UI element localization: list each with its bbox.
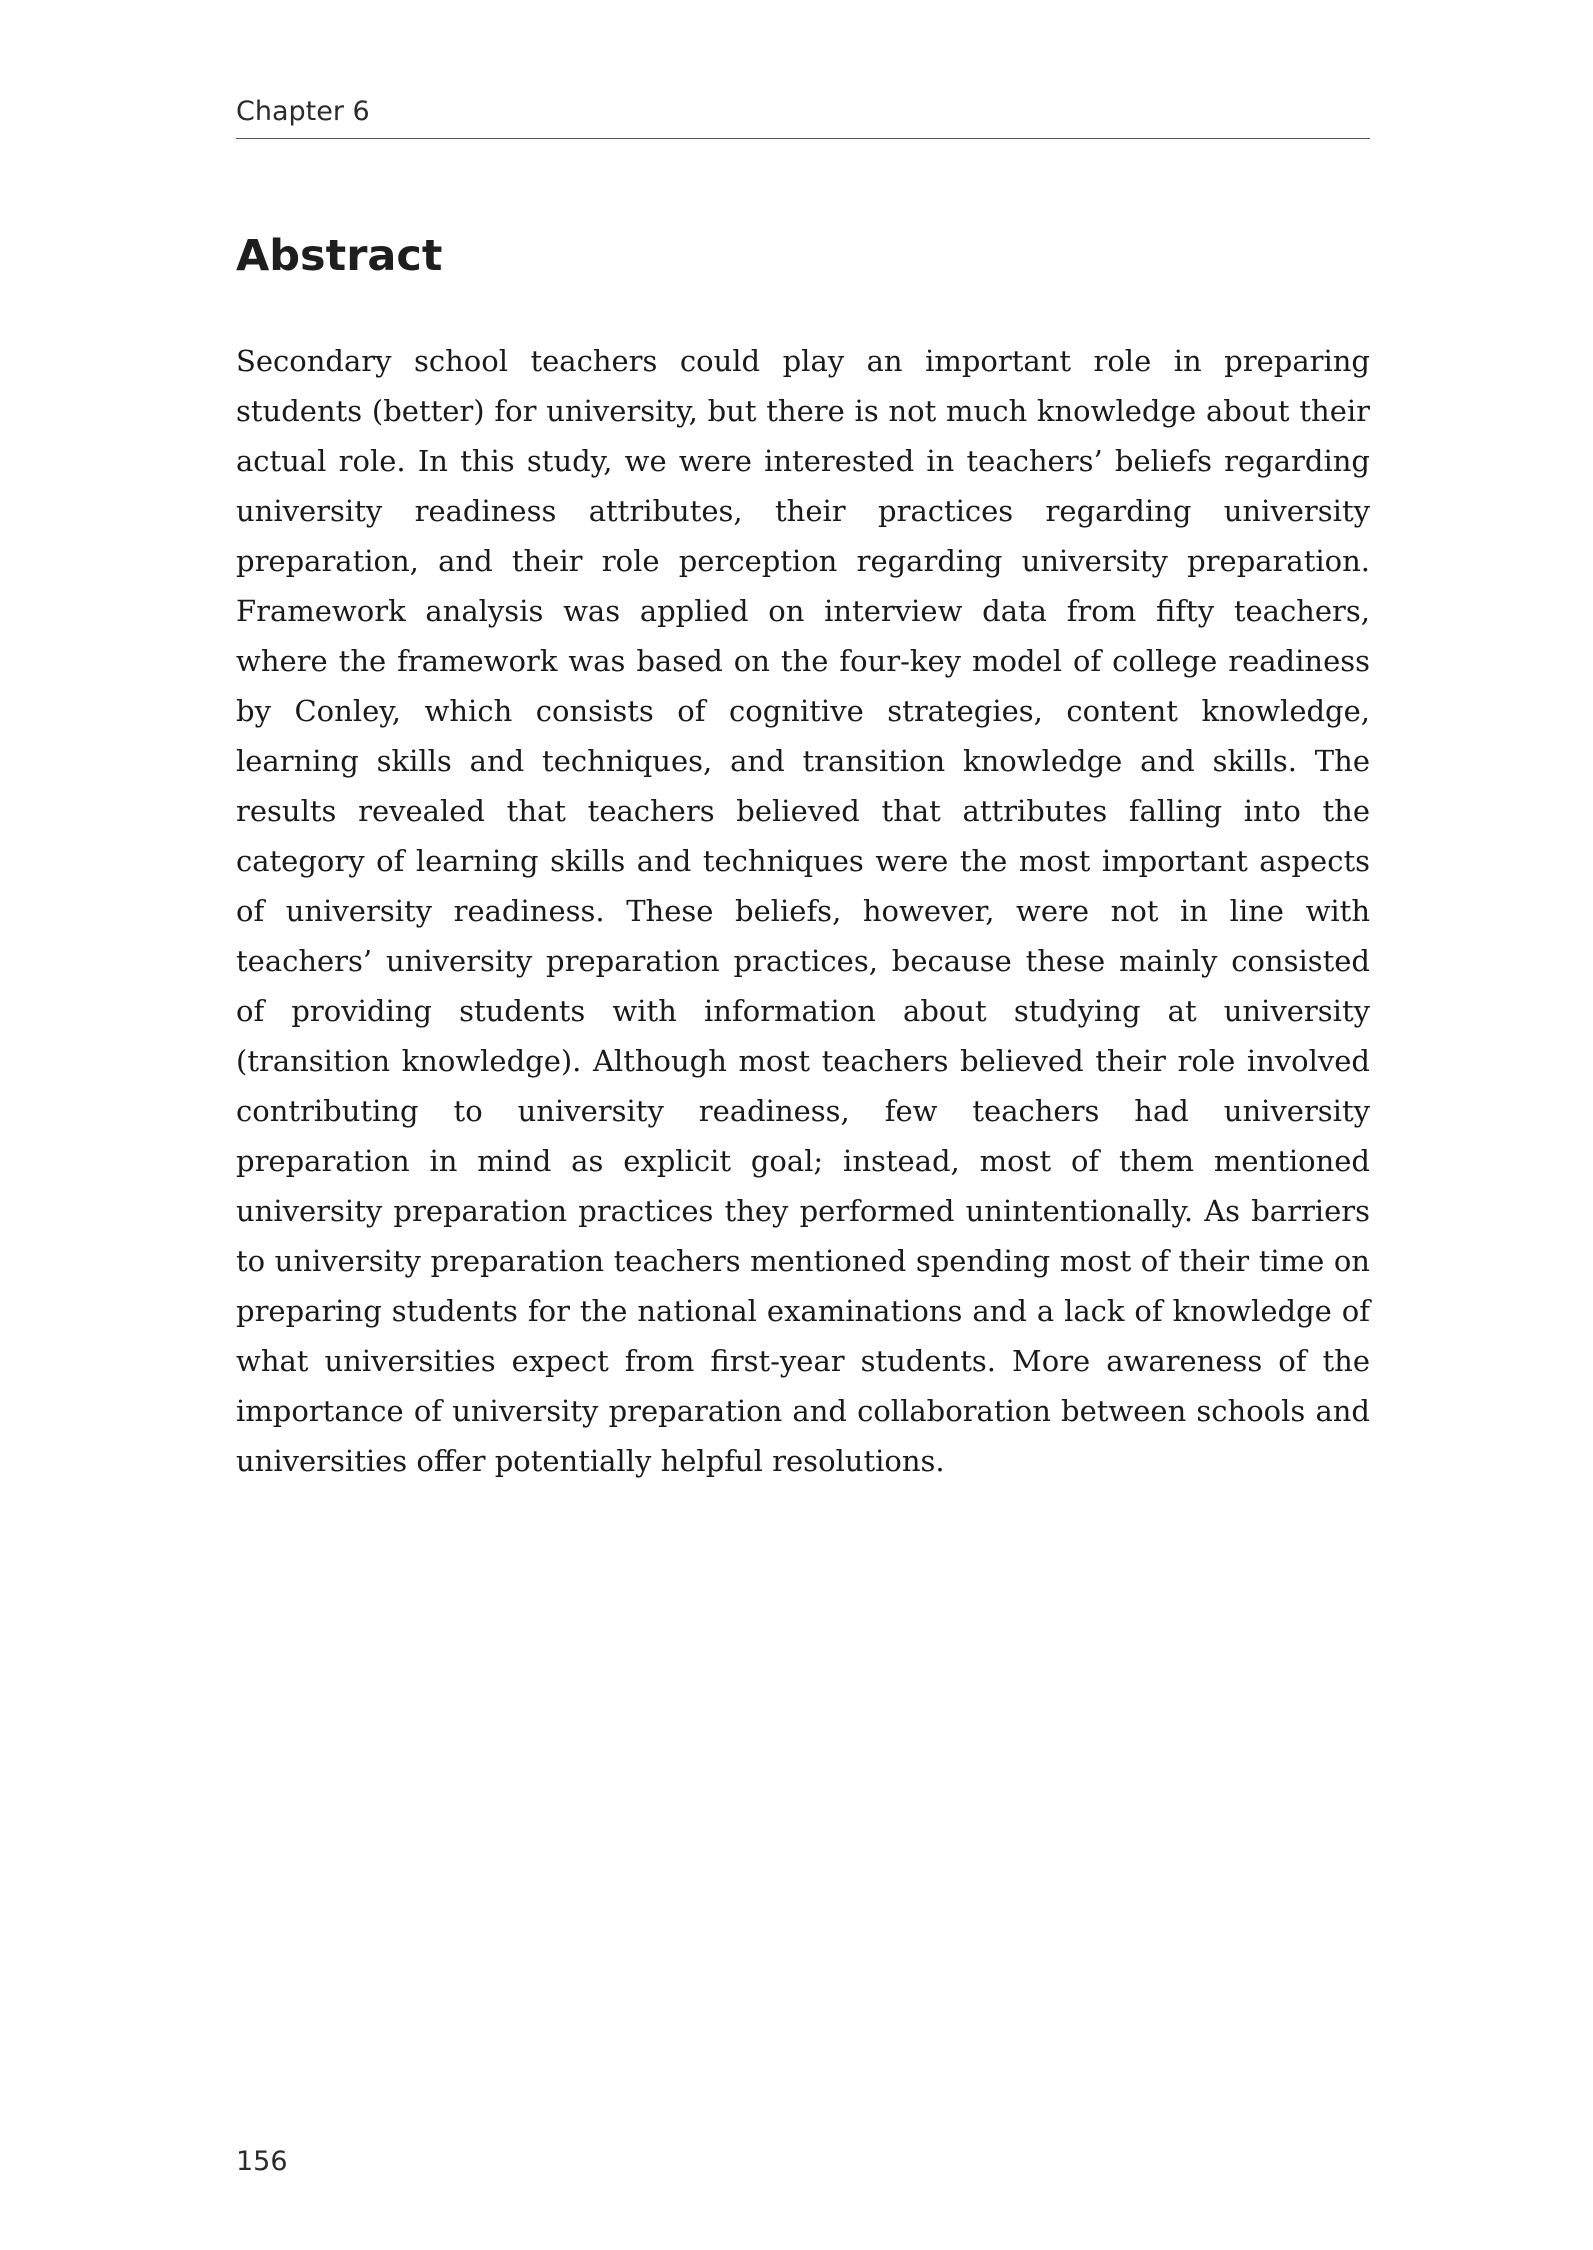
running-header: Chapter 6 xyxy=(236,96,370,127)
page-number: 156 xyxy=(236,2146,288,2177)
abstract-body: Secondary school teachers could play an important role in preparing students (better) for university, but there is not much knowledge about their actual role. In this study, we were interested in teachers’ beliefs regarding university readiness attributes, their practices regarding university preparation, and their role perception regarding university preparation. Framework analysis was applied on interview data from fifty teachers, where the framework was based on the four-key model of college readiness by Conley, which consists of cognitive strategies, content knowledge, learning skills and techniques, and transition knowledge and skills. The results revealed that teachers believed that attributes falling into the category of learning skills and techniques were the most important aspects of university readiness. These beliefs, however, were not in line with teachers’ university preparation practices, because these mainly consisted of providing students with information about studying at university (transition knowledge). Although most teachers believed their role involved contributing to university readiness, few teachers had university preparation in mind as explicit goal; instead, most of them mentioned university preparation practices they performed unintentionally. As barriers to university preparation teachers mentioned spending most of their time on preparing students for the national examinations and a lack of knowledge of what universities expect from first-year students. More awareness of the importance of university preparation and collaboration between schools and universities offer potentially helpful resolutions. xyxy=(236,344,1370,1478)
section-title: Abstract xyxy=(236,231,443,281)
header-divider xyxy=(236,138,1370,139)
